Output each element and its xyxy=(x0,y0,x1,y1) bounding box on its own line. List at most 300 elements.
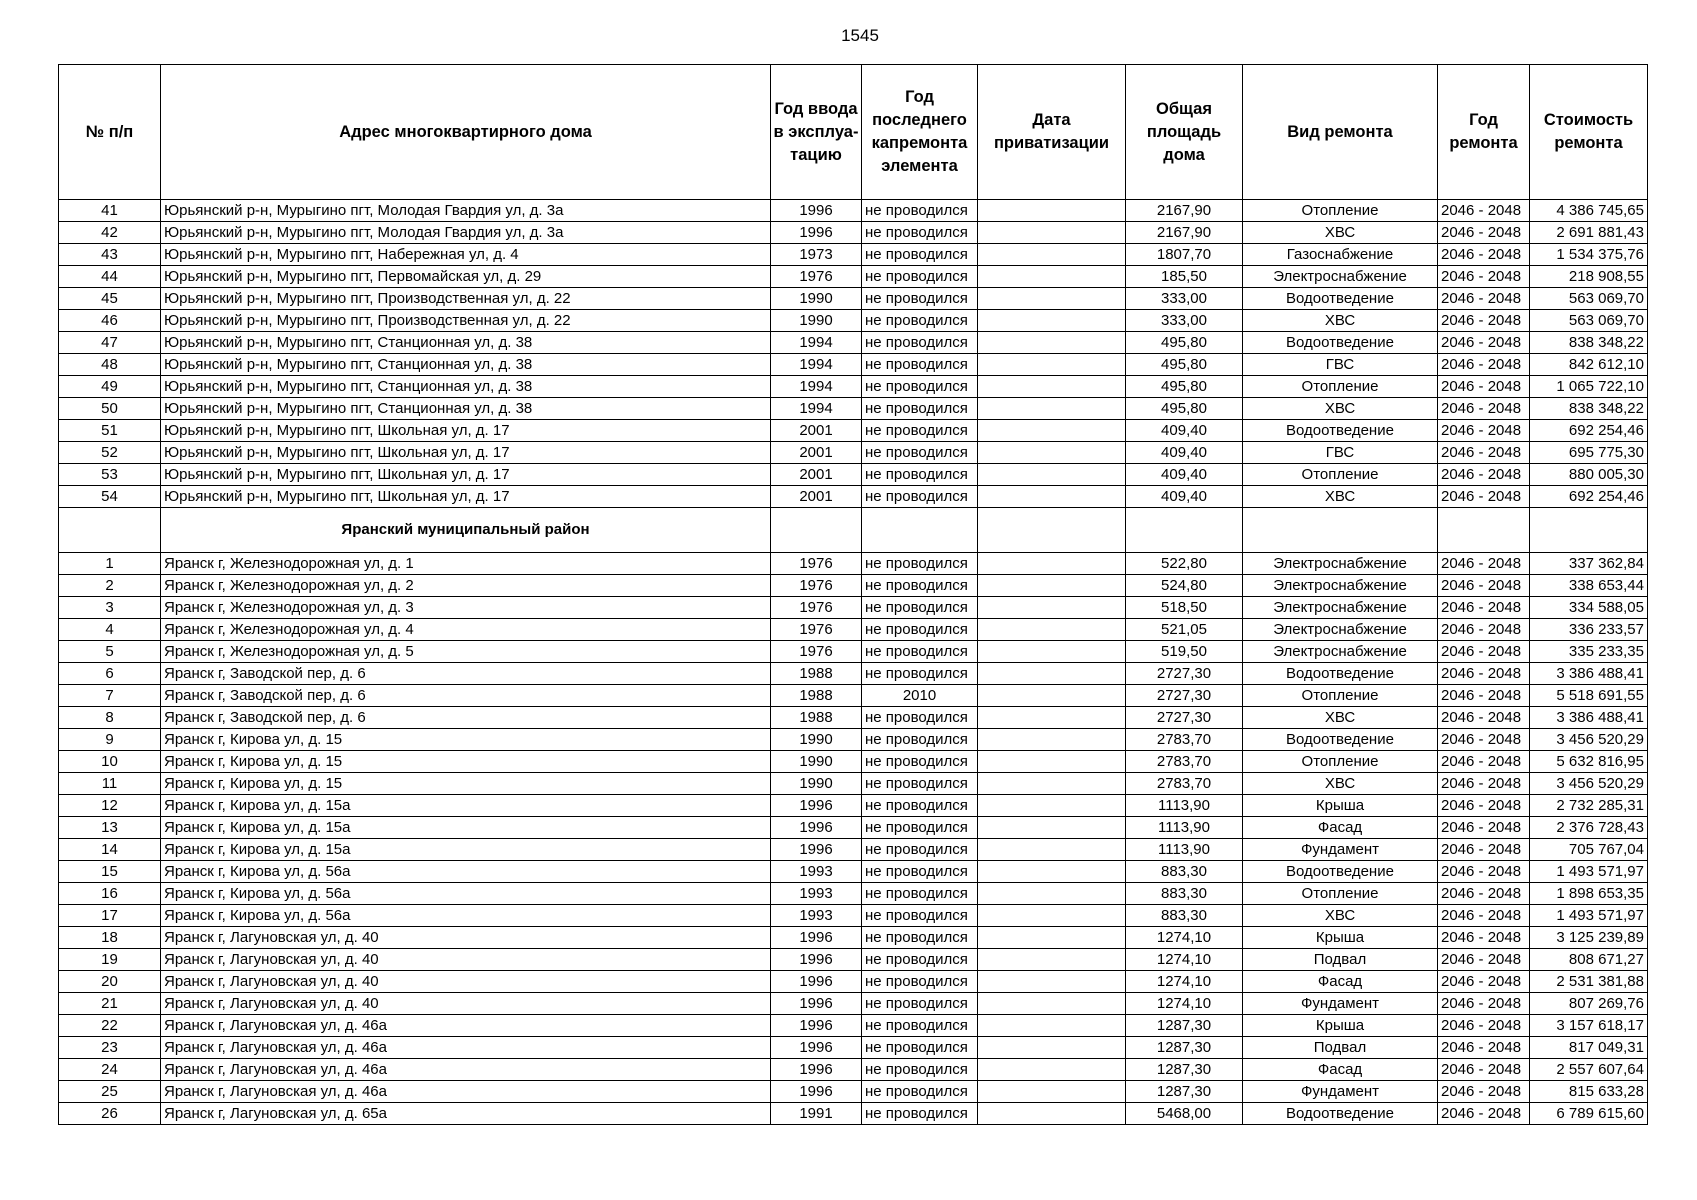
area-cell: 883,30 xyxy=(1126,883,1243,905)
table-row xyxy=(59,1103,1648,1125)
row-number: 25 xyxy=(59,1081,161,1103)
repair-cost-cell: 815 633,28 xyxy=(1530,1081,1648,1103)
last-repair-cell: не проводился xyxy=(862,861,978,883)
last-repair-cell: не проводился xyxy=(862,641,978,663)
area-cell: 522,80 xyxy=(1126,553,1243,575)
area-cell: 5468,00 xyxy=(1126,1103,1243,1125)
repair-year-cell: 2046 - 2048 xyxy=(1438,1103,1530,1125)
area-cell: 524,80 xyxy=(1126,575,1243,597)
repair-year-cell: 2046 - 2048 xyxy=(1438,288,1530,310)
repair-type-cell: Фасад xyxy=(1243,817,1438,839)
area-cell: 1274,10 xyxy=(1126,993,1243,1015)
repair-cost-cell: 1 493 571,97 xyxy=(1530,905,1648,927)
row-number: 51 xyxy=(59,420,161,442)
commission-year-cell: 2001 xyxy=(771,486,862,508)
area-cell: 2783,70 xyxy=(1126,729,1243,751)
row-number: 10 xyxy=(59,751,161,773)
commission-year-cell: 1976 xyxy=(771,266,862,288)
row-number: 5 xyxy=(59,641,161,663)
repair-cost-cell: 3 456 520,29 xyxy=(1530,729,1648,751)
last-repair-cell: не проводился xyxy=(862,795,978,817)
last-repair-cell: 2010 xyxy=(862,685,978,707)
repair-year-cell: 2046 - 2048 xyxy=(1438,861,1530,883)
table-row xyxy=(59,200,1648,222)
repair-type-cell: ХВС xyxy=(1243,707,1438,729)
commission-year-cell: 1993 xyxy=(771,861,862,883)
repair-year-cell: 2046 - 2048 xyxy=(1438,685,1530,707)
table-row xyxy=(59,861,1648,883)
privatization-cell xyxy=(978,464,1126,486)
area-cell: 333,00 xyxy=(1126,310,1243,332)
address-cell: Юрьянский р-н, Мурыгино пгт, Набережная ул, д. 4 xyxy=(161,244,771,266)
table-row xyxy=(59,332,1648,354)
area-cell: 1287,30 xyxy=(1126,1015,1243,1037)
commission-year-cell: 1994 xyxy=(771,398,862,420)
repair-year-cell: 2046 - 2048 xyxy=(1438,883,1530,905)
repair-type-cell: Газоснабжение xyxy=(1243,244,1438,266)
repair-cost-cell: 335 233,35 xyxy=(1530,641,1648,663)
privatization-cell xyxy=(978,376,1126,398)
address-cell: Яранск г, Железнодорожная ул, д. 4 xyxy=(161,619,771,641)
table-row xyxy=(59,266,1648,288)
address-cell: Юрьянский р-н, Мурыгино пгт, Школьная ул, д. 17 xyxy=(161,420,771,442)
area-cell: 2783,70 xyxy=(1126,751,1243,773)
last-repair-cell: не проводился xyxy=(862,817,978,839)
table-row xyxy=(59,398,1648,420)
row-number: 19 xyxy=(59,949,161,971)
last-repair-cell: не проводился xyxy=(862,619,978,641)
row-number: 52 xyxy=(59,442,161,464)
header-repair-cost: Стоимость ремонта xyxy=(1530,65,1648,200)
repair-year-cell: 2046 - 2048 xyxy=(1438,1015,1530,1037)
privatization-cell xyxy=(978,993,1126,1015)
row-number: 54 xyxy=(59,486,161,508)
row-number: 22 xyxy=(59,1015,161,1037)
commission-year-cell: 1990 xyxy=(771,773,862,795)
header-last-repair-year: Год последнего капремонта элемента xyxy=(862,65,978,200)
privatization-cell xyxy=(978,861,1126,883)
row-number: 4 xyxy=(59,619,161,641)
repair-type-cell: Отопление xyxy=(1243,200,1438,222)
repair-type-cell: Электроснабжение xyxy=(1243,266,1438,288)
last-repair-cell: не проводился xyxy=(862,773,978,795)
address-cell: Яранск г, Кирова ул, д. 56а xyxy=(161,883,771,905)
last-repair-cell: не проводился xyxy=(862,420,978,442)
row-number: 18 xyxy=(59,927,161,949)
privatization-cell xyxy=(978,553,1126,575)
row-number: 13 xyxy=(59,817,161,839)
repair-year-cell: 2046 - 2048 xyxy=(1438,244,1530,266)
repair-type-cell: Фундамент xyxy=(1243,1081,1438,1103)
commission-year-cell: 1976 xyxy=(771,575,862,597)
table-row xyxy=(59,685,1648,707)
repair-type-cell: Отопление xyxy=(1243,751,1438,773)
repair-registry-table xyxy=(58,64,1648,1125)
repair-cost-cell: 838 348,22 xyxy=(1530,398,1648,420)
address-cell: Яранск г, Железнодорожная ул, д. 3 xyxy=(161,597,771,619)
last-repair-cell: не проводился xyxy=(862,310,978,332)
address-cell: Яранск г, Кирова ул, д. 56а xyxy=(161,861,771,883)
address-cell: Яранск г, Кирова ул, д. 15 xyxy=(161,773,771,795)
row-number: 7 xyxy=(59,685,161,707)
repair-year-cell: 2046 - 2048 xyxy=(1438,266,1530,288)
row-number: 16 xyxy=(59,883,161,905)
address-cell: Юрьянский р-н, Мурыгино пгт, Станционная ул, д. 38 xyxy=(161,354,771,376)
repair-year-cell: 2046 - 2048 xyxy=(1438,641,1530,663)
privatization-cell xyxy=(978,1015,1126,1037)
table-row xyxy=(59,751,1648,773)
address-cell: Яранск г, Железнодорожная ул, д. 5 xyxy=(161,641,771,663)
repair-cost-cell: 808 671,27 xyxy=(1530,949,1648,971)
table-row xyxy=(59,949,1648,971)
row-number: 50 xyxy=(59,398,161,420)
repair-type-cell: ГВС xyxy=(1243,354,1438,376)
repair-type-cell: Отопление xyxy=(1243,464,1438,486)
commission-year-cell: 1976 xyxy=(771,553,862,575)
last-repair-cell: не проводился xyxy=(862,971,978,993)
repair-type-cell: ХВС xyxy=(1243,398,1438,420)
commission-year-cell: 1988 xyxy=(771,707,862,729)
table-row xyxy=(59,729,1648,751)
row-number: 11 xyxy=(59,773,161,795)
table-row xyxy=(59,707,1648,729)
repair-cost-cell: 3 386 488,41 xyxy=(1530,707,1648,729)
address-cell: Яранск г, Лагуновская ул, д. 46а xyxy=(161,1081,771,1103)
commission-year-cell: 2001 xyxy=(771,464,862,486)
commission-year-cell: 1994 xyxy=(771,376,862,398)
privatization-cell xyxy=(978,266,1126,288)
repair-type-cell: Фундамент xyxy=(1243,839,1438,861)
commission-year-cell: 1996 xyxy=(771,839,862,861)
address-cell: Юрьянский р-н, Мурыгино пгт, Станционная ул, д. 38 xyxy=(161,398,771,420)
repair-year-cell: 2046 - 2048 xyxy=(1438,1081,1530,1103)
table-row xyxy=(59,310,1648,332)
last-repair-cell: не проводился xyxy=(862,266,978,288)
privatization-cell xyxy=(978,1037,1126,1059)
repair-type-cell: ГВС xyxy=(1243,442,1438,464)
repair-cost-cell: 2 557 607,64 xyxy=(1530,1059,1648,1081)
table-row xyxy=(59,354,1648,376)
address-cell: Юрьянский р-н, Мурыгино пгт, Производственная ул, д. 22 xyxy=(161,288,771,310)
privatization-cell xyxy=(978,486,1126,508)
repair-type-cell: Крыша xyxy=(1243,1015,1438,1037)
repair-type-cell: ХВС xyxy=(1243,486,1438,508)
repair-cost-cell: 705 767,04 xyxy=(1530,839,1648,861)
repair-type-cell: Крыша xyxy=(1243,927,1438,949)
table-header-row xyxy=(59,65,1648,200)
table-row xyxy=(59,222,1648,244)
table-row xyxy=(59,597,1648,619)
repair-cost-cell: 695 775,30 xyxy=(1530,442,1648,464)
privatization-cell xyxy=(978,641,1126,663)
area-cell: 521,05 xyxy=(1126,619,1243,641)
privatization-cell xyxy=(978,1103,1126,1125)
repair-year-cell: 2046 - 2048 xyxy=(1438,707,1530,729)
last-repair-cell: не проводился xyxy=(862,993,978,1015)
table-row xyxy=(59,773,1648,795)
repair-cost-cell: 1 493 571,97 xyxy=(1530,861,1648,883)
last-repair-cell: не проводился xyxy=(862,707,978,729)
address-cell: Яранск г, Кирова ул, д. 15а xyxy=(161,817,771,839)
repair-year-cell: 2046 - 2048 xyxy=(1438,310,1530,332)
repair-cost-cell: 838 348,22 xyxy=(1530,332,1648,354)
area-cell: 1113,90 xyxy=(1126,839,1243,861)
commission-year-cell: 1996 xyxy=(771,222,862,244)
address-cell: Юрьянский р-н, Мурыгино пгт, Молодая Гвардия ул, д. 3а xyxy=(161,222,771,244)
repair-type-cell: ХВС xyxy=(1243,222,1438,244)
area-cell: 2727,30 xyxy=(1126,707,1243,729)
commission-year-cell: 1996 xyxy=(771,1081,862,1103)
last-repair-cell: не проводился xyxy=(862,244,978,266)
commission-year-cell: 2001 xyxy=(771,420,862,442)
privatization-cell xyxy=(978,883,1126,905)
last-repair-cell: не проводился xyxy=(862,398,978,420)
table-row xyxy=(59,1037,1648,1059)
commission-year-cell: 1976 xyxy=(771,597,862,619)
section-title: Яранский муниципальный район xyxy=(161,508,771,553)
area-cell: 2727,30 xyxy=(1126,663,1243,685)
commission-year-cell: 1988 xyxy=(771,663,862,685)
privatization-cell xyxy=(978,310,1126,332)
repair-cost-cell: 334 588,05 xyxy=(1530,597,1648,619)
row-number: 9 xyxy=(59,729,161,751)
address-cell: Яранск г, Железнодорожная ул, д. 2 xyxy=(161,575,771,597)
repair-type-cell: Водоотведение xyxy=(1243,420,1438,442)
repair-type-cell: ХВС xyxy=(1243,773,1438,795)
repair-type-cell: Фасад xyxy=(1243,1059,1438,1081)
commission-year-cell: 1996 xyxy=(771,949,862,971)
address-cell: Яранск г, Кирова ул, д. 15 xyxy=(161,729,771,751)
commission-year-cell: 1996 xyxy=(771,1059,862,1081)
last-repair-cell: не проводился xyxy=(862,486,978,508)
row-number: 44 xyxy=(59,266,161,288)
row-number: 42 xyxy=(59,222,161,244)
repair-cost-cell: 3 125 239,89 xyxy=(1530,927,1648,949)
commission-year-cell: 1996 xyxy=(771,817,862,839)
commission-year-cell: 1976 xyxy=(771,619,862,641)
privatization-cell xyxy=(978,685,1126,707)
repair-cost-cell: 1 898 653,35 xyxy=(1530,883,1648,905)
last-repair-cell: не проводился xyxy=(862,553,978,575)
last-repair-cell: не проводился xyxy=(862,1059,978,1081)
table-row xyxy=(59,927,1648,949)
privatization-cell xyxy=(978,1081,1126,1103)
repair-type-cell: Водоотведение xyxy=(1243,1103,1438,1125)
commission-year-cell: 1996 xyxy=(771,927,862,949)
area-cell: 409,40 xyxy=(1126,486,1243,508)
repair-type-cell: Подвал xyxy=(1243,1037,1438,1059)
table-row xyxy=(59,839,1648,861)
table-row xyxy=(59,376,1648,398)
area-cell: 518,50 xyxy=(1126,597,1243,619)
last-repair-cell: не проводился xyxy=(862,464,978,486)
privatization-cell xyxy=(978,971,1126,993)
repair-cost-cell: 1 534 375,76 xyxy=(1530,244,1648,266)
repair-year-cell: 2046 - 2048 xyxy=(1438,398,1530,420)
area-cell: 1274,10 xyxy=(1126,971,1243,993)
address-cell: Яранск г, Кирова ул, д. 15а xyxy=(161,839,771,861)
address-cell: Яранск г, Кирова ул, д. 56а xyxy=(161,905,771,927)
address-cell: Юрьянский р-н, Мурыгино пгт, Школьная ул, д. 17 xyxy=(161,486,771,508)
last-repair-cell: не проводился xyxy=(862,354,978,376)
privatization-cell xyxy=(978,817,1126,839)
row-number: 20 xyxy=(59,971,161,993)
repair-type-cell: Фасад xyxy=(1243,971,1438,993)
table-row xyxy=(59,1059,1648,1081)
area-cell: 495,80 xyxy=(1126,376,1243,398)
area-cell: 409,40 xyxy=(1126,442,1243,464)
repair-year-cell: 2046 - 2048 xyxy=(1438,376,1530,398)
commission-year-cell: 1990 xyxy=(771,729,862,751)
last-repair-cell: не проводился xyxy=(862,905,978,927)
area-cell: 495,80 xyxy=(1126,332,1243,354)
commission-year-cell: 1994 xyxy=(771,332,862,354)
header-commission-year: Год ввода в эксплуа-тацию xyxy=(771,65,862,200)
privatization-cell xyxy=(978,839,1126,861)
repair-cost-cell: 338 653,44 xyxy=(1530,575,1648,597)
repair-year-cell: 2046 - 2048 xyxy=(1438,949,1530,971)
repair-year-cell: 2046 - 2048 xyxy=(1438,553,1530,575)
page-number: 1545 xyxy=(841,26,879,45)
address-cell: Яранск г, Кирова ул, д. 15а xyxy=(161,795,771,817)
address-cell: Яранск г, Заводской пер, д. 6 xyxy=(161,685,771,707)
row-number: 26 xyxy=(59,1103,161,1125)
commission-year-cell: 1988 xyxy=(771,685,862,707)
row-number: 49 xyxy=(59,376,161,398)
address-cell: Яранск г, Лагуновская ул, д. 65а xyxy=(161,1103,771,1125)
repair-year-cell: 2046 - 2048 xyxy=(1438,729,1530,751)
repair-cost-cell: 692 254,46 xyxy=(1530,486,1648,508)
repair-cost-cell: 692 254,46 xyxy=(1530,420,1648,442)
privatization-cell xyxy=(978,222,1126,244)
address-cell: Юрьянский р-н, Мурыгино пгт, Станционная ул, д. 38 xyxy=(161,332,771,354)
privatization-cell xyxy=(978,288,1126,310)
area-cell: 1287,30 xyxy=(1126,1081,1243,1103)
area-cell: 1113,90 xyxy=(1126,817,1243,839)
privatization-cell xyxy=(978,619,1126,641)
repair-cost-cell: 2 732 285,31 xyxy=(1530,795,1648,817)
table-row xyxy=(59,1081,1648,1103)
address-cell: Яранск г, Заводской пер, д. 6 xyxy=(161,707,771,729)
area-cell: 883,30 xyxy=(1126,905,1243,927)
area-cell: 519,50 xyxy=(1126,641,1243,663)
privatization-cell xyxy=(978,244,1126,266)
privatization-cell xyxy=(978,1059,1126,1081)
repair-type-cell: Электроснабжение xyxy=(1243,597,1438,619)
address-cell: Юрьянский р-н, Мурыгино пгт, Школьная ул, д. 17 xyxy=(161,464,771,486)
commission-year-cell: 1996 xyxy=(771,1037,862,1059)
table-row xyxy=(59,553,1648,575)
last-repair-cell: не проводился xyxy=(862,332,978,354)
repair-cost-cell: 3 386 488,41 xyxy=(1530,663,1648,685)
row-number: 17 xyxy=(59,905,161,927)
repair-year-cell: 2046 - 2048 xyxy=(1438,354,1530,376)
address-cell: Яранск г, Лагуновская ул, д. 40 xyxy=(161,927,771,949)
repair-year-cell: 2046 - 2048 xyxy=(1438,795,1530,817)
last-repair-cell: не проводился xyxy=(862,883,978,905)
last-repair-cell: не проводился xyxy=(862,663,978,685)
table-row xyxy=(59,641,1648,663)
commission-year-cell: 1993 xyxy=(771,883,862,905)
privatization-cell xyxy=(978,729,1126,751)
repair-year-cell: 2046 - 2048 xyxy=(1438,464,1530,486)
row-number: 24 xyxy=(59,1059,161,1081)
row-number: 45 xyxy=(59,288,161,310)
last-repair-cell: не проводился xyxy=(862,927,978,949)
row-number: 1 xyxy=(59,553,161,575)
repair-year-cell: 2046 - 2048 xyxy=(1438,597,1530,619)
repair-cost-cell: 2 691 881,43 xyxy=(1530,222,1648,244)
repair-year-cell: 2046 - 2048 xyxy=(1438,817,1530,839)
repair-cost-cell: 3 157 618,17 xyxy=(1530,1015,1648,1037)
repair-type-cell: Водоотведение xyxy=(1243,332,1438,354)
privatization-cell xyxy=(978,795,1126,817)
header-number: № п/п xyxy=(59,65,161,200)
repair-type-cell: ХВС xyxy=(1243,905,1438,927)
repair-cost-cell: 6 789 615,60 xyxy=(1530,1103,1648,1125)
last-repair-cell: не проводился xyxy=(862,376,978,398)
repair-type-cell: ХВС xyxy=(1243,310,1438,332)
repair-type-cell: Электроснабжение xyxy=(1243,619,1438,641)
repair-cost-cell: 4 386 745,65 xyxy=(1530,200,1648,222)
repair-year-cell: 2046 - 2048 xyxy=(1438,575,1530,597)
repair-type-cell: Водоотведение xyxy=(1243,729,1438,751)
row-number: 14 xyxy=(59,839,161,861)
repair-cost-cell: 5 632 816,95 xyxy=(1530,751,1648,773)
repair-year-cell: 2046 - 2048 xyxy=(1438,1037,1530,1059)
header-privatization-date: Дата приватизации xyxy=(978,65,1126,200)
commission-year-cell: 2001 xyxy=(771,442,862,464)
repair-year-cell: 2046 - 2048 xyxy=(1438,619,1530,641)
row-number: 46 xyxy=(59,310,161,332)
table-row xyxy=(59,288,1648,310)
privatization-cell xyxy=(978,398,1126,420)
commission-year-cell: 1990 xyxy=(771,288,862,310)
address-cell: Юрьянский р-н, Мурыгино пгт, Производственная ул, д. 22 xyxy=(161,310,771,332)
row-number: 53 xyxy=(59,464,161,486)
last-repair-cell: не проводился xyxy=(862,1015,978,1037)
address-cell: Яранск г, Лагуновская ул, д. 40 xyxy=(161,971,771,993)
address-cell: Яранск г, Лагуновская ул, д. 46а xyxy=(161,1015,771,1037)
area-cell: 495,80 xyxy=(1126,354,1243,376)
address-cell: Яранск г, Кирова ул, д. 15 xyxy=(161,751,771,773)
repair-type-cell: Водоотведение xyxy=(1243,288,1438,310)
repair-cost-cell: 1 065 722,10 xyxy=(1530,376,1648,398)
address-cell: Яранск г, Заводской пер, д. 6 xyxy=(161,663,771,685)
commission-year-cell: 1996 xyxy=(771,971,862,993)
table-row xyxy=(59,244,1648,266)
commission-year-cell: 1996 xyxy=(771,993,862,1015)
address-cell: Яранск г, Лагуновская ул, д. 40 xyxy=(161,993,771,1015)
commission-year-cell: 1996 xyxy=(771,795,862,817)
address-cell: Яранск г, Лагуновская ул, д. 46а xyxy=(161,1059,771,1081)
row-number: 21 xyxy=(59,993,161,1015)
commission-year-cell: 1993 xyxy=(771,905,862,927)
address-cell: Юрьянский р-н, Мурыгино пгт, Школьная ул, д. 17 xyxy=(161,442,771,464)
repair-year-cell: 2046 - 2048 xyxy=(1438,927,1530,949)
area-cell: 1287,30 xyxy=(1126,1059,1243,1081)
table-row xyxy=(59,817,1648,839)
repair-type-cell: Водоотведение xyxy=(1243,861,1438,883)
repair-cost-cell: 842 612,10 xyxy=(1530,354,1648,376)
last-repair-cell: не проводился xyxy=(862,288,978,310)
header-repair-type: Вид ремонта xyxy=(1243,65,1438,200)
privatization-cell xyxy=(978,575,1126,597)
commission-year-cell: 1990 xyxy=(771,310,862,332)
address-cell: Юрьянский р-н, Мурыгино пгт, Станционная ул, д. 38 xyxy=(161,376,771,398)
row-number: 2 xyxy=(59,575,161,597)
table-row xyxy=(59,795,1648,817)
